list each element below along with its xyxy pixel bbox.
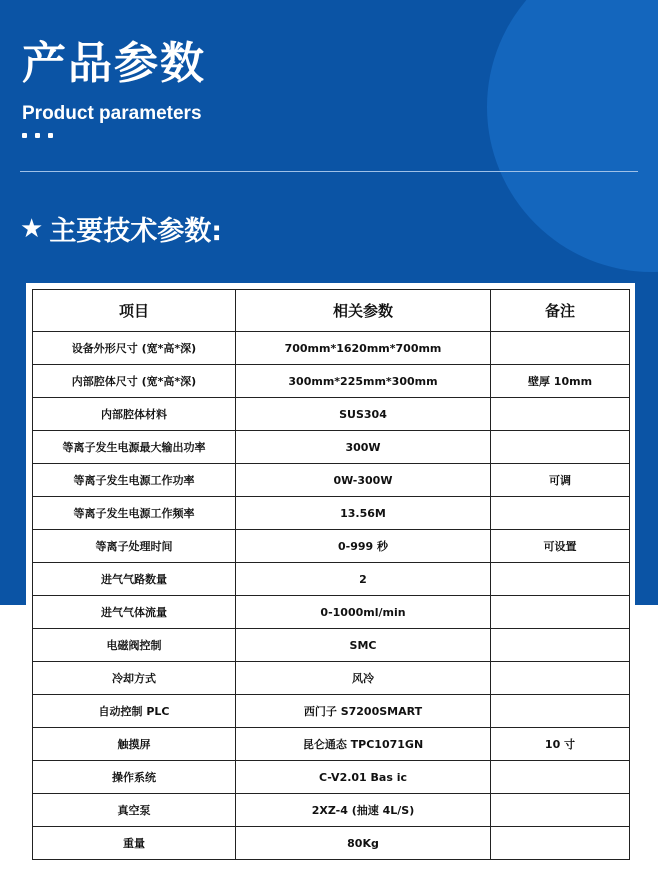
section-heading [20,209,222,248]
table-row [33,794,630,827]
table-row [33,464,630,497]
cell-value: 0-999 秒 [236,530,491,563]
table-row [33,497,630,530]
cell-note [491,431,630,464]
cell-note: 可设置 [491,530,630,563]
cell-item: 等离子发生电源工作频率 [33,497,236,530]
cell-value: 300mm*225mm*300mm [236,365,491,398]
header-item: 项目 [33,290,236,332]
table-row [33,563,630,596]
decorative-circle [487,0,658,272]
cell-item: 自动控制 PLC [33,695,236,728]
header-note: 备注 [491,290,630,332]
cell-item: 等离子发生电源工作功率 [33,464,236,497]
dot [35,133,40,138]
cell-item: 进气气体流量 [33,596,236,629]
cell-note [491,563,630,596]
cell-value: 2XZ-4 (抽速 4L/S) [236,794,491,827]
divider [20,171,638,172]
cell-note [491,662,630,695]
cell-value: 13.56M [236,497,491,530]
cell-value: 昆仑通态 TPC1071GN [236,728,491,761]
cell-note [491,695,630,728]
dots-decoration [22,133,53,138]
dot [22,133,27,138]
cell-item: 触摸屏 [33,728,236,761]
table-row [33,695,630,728]
cell-item: 等离子发生电源最大输出功率 [33,431,236,464]
section-title: 主要技术参数: [49,216,223,247]
cell-note [491,398,630,431]
table-row [33,629,630,662]
cell-item: 设备外形尺寸 (宽*高*深) [33,332,236,365]
table-row [33,728,630,761]
page-subtitle: Product parameters [22,103,202,124]
table-row [33,596,630,629]
table-row [33,398,630,431]
table-row [33,365,630,398]
table-row [33,761,630,794]
cell-item: 内部腔体材料 [33,398,236,431]
header-value: 相关参数 [236,290,491,332]
cell-value: 0W-300W [236,464,491,497]
cell-value: 700mm*1620mm*700mm [236,332,491,365]
cell-value: SMC [236,629,491,662]
cell-item: 电磁阀控制 [33,629,236,662]
table-row [33,431,630,464]
table-row [33,530,630,563]
cell-value: 风冷 [236,662,491,695]
cell-item: 真空泵 [33,794,236,827]
cell-item: 内部腔体尺寸 (宽*高*深) [33,365,236,398]
cell-value: SUS304 [236,398,491,431]
page-title: 产品参数 [22,38,206,89]
cell-note: 可调 [491,464,630,497]
cell-note [491,497,630,530]
cell-value: 80Kg [236,827,491,860]
parameters-table [32,289,630,860]
cell-value: 0-1000ml/min [236,596,491,629]
cell-note [491,761,630,794]
cell-value: 2 [236,563,491,596]
cell-item: 等离子处理时间 [33,530,236,563]
cell-note [491,596,630,629]
cell-note [491,332,630,365]
cell-item: 冷却方式 [33,662,236,695]
cell-value: C-V2.01 Bas ic [236,761,491,794]
cell-item: 操作系统 [33,761,236,794]
table-header-row [33,290,630,332]
cell-note [491,827,630,860]
cell-note [491,629,630,662]
table-row [33,827,630,860]
cell-value: 300W [236,431,491,464]
table-row [33,662,630,695]
star-icon: ★ [20,213,44,244]
dot [48,133,53,138]
cell-item: 进气气路数量 [33,563,236,596]
cell-value: 西门子 S7200SMART [236,695,491,728]
cell-item: 重量 [33,827,236,860]
cell-note: 壁厚 10mm [491,365,630,398]
cell-note: 10 寸 [491,728,630,761]
cell-note [491,794,630,827]
table-row [33,332,630,365]
